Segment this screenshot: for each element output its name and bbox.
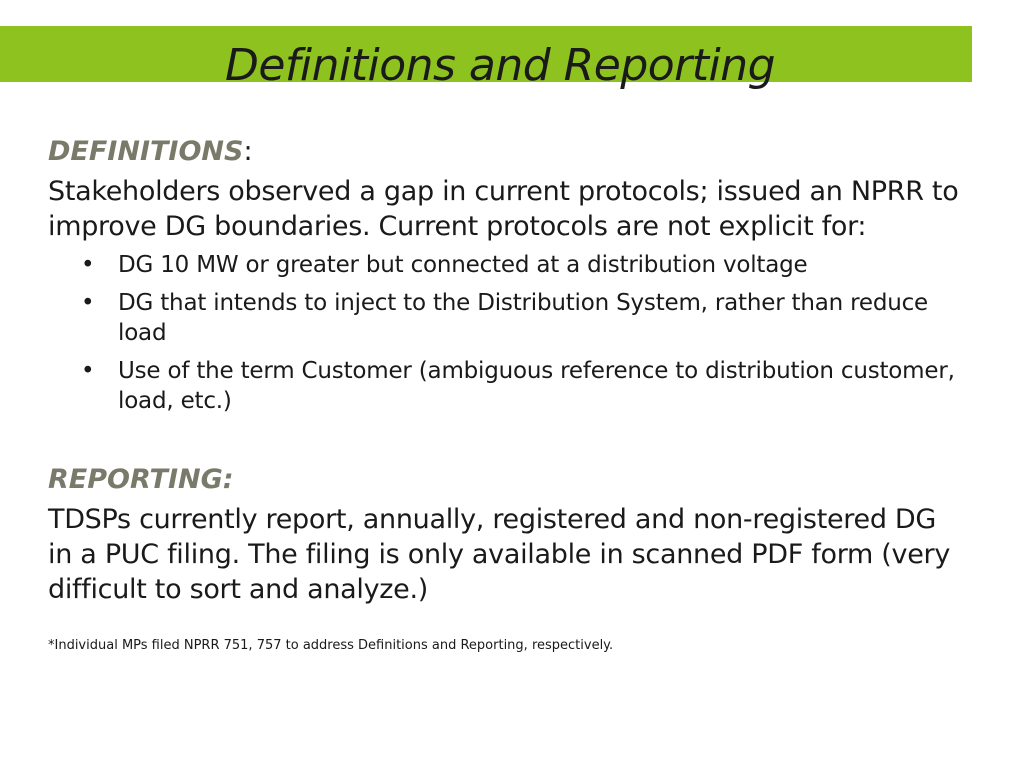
reporting-heading: REPORTING: [48,464,234,495]
bullet-icon: • [81,290,95,316]
bullet-icon: • [81,252,95,278]
definitions-intro: Stakeholders observed a gap in current protocols; issued an NPRR to improve DG boundaries. Current protocols are not explicit for: [48,176,959,242]
bullet-item [48,288,968,348]
definitions-section [48,130,968,416]
footnote: *Individual MPs filed NPRR 751, 757 to address Definitions and Reporting, respectively. [48,638,614,653]
bullet-icon: • [81,358,95,384]
definitions-heading-colon: : [243,136,253,167]
bullet-text: DG 10 MW or greater but connected at a distribution voltage [118,252,808,278]
bullet-text: DG that intends to inject to the Distribution System, rather than reduce load [118,290,929,346]
bullet-text: Use of the term Customer (ambiguous reference to distribution customer, load, etc.) [118,358,955,414]
reporting-section [48,458,968,607]
slide-content [48,130,968,655]
definitions-heading-line [48,130,968,174]
reporting-body: TDSPs currently report, annually, registered and non-registered DG in a PUC filing. The filing is only available in scanned PDF form (very difficult to sort and analyze.) [48,504,951,605]
bullet-item [48,356,968,416]
bullet-item [48,250,968,280]
slide-title: Definitions and Reporting [224,40,776,91]
definitions-bullet-list [48,250,968,416]
definitions-heading: DEFINITIONS [48,136,244,167]
